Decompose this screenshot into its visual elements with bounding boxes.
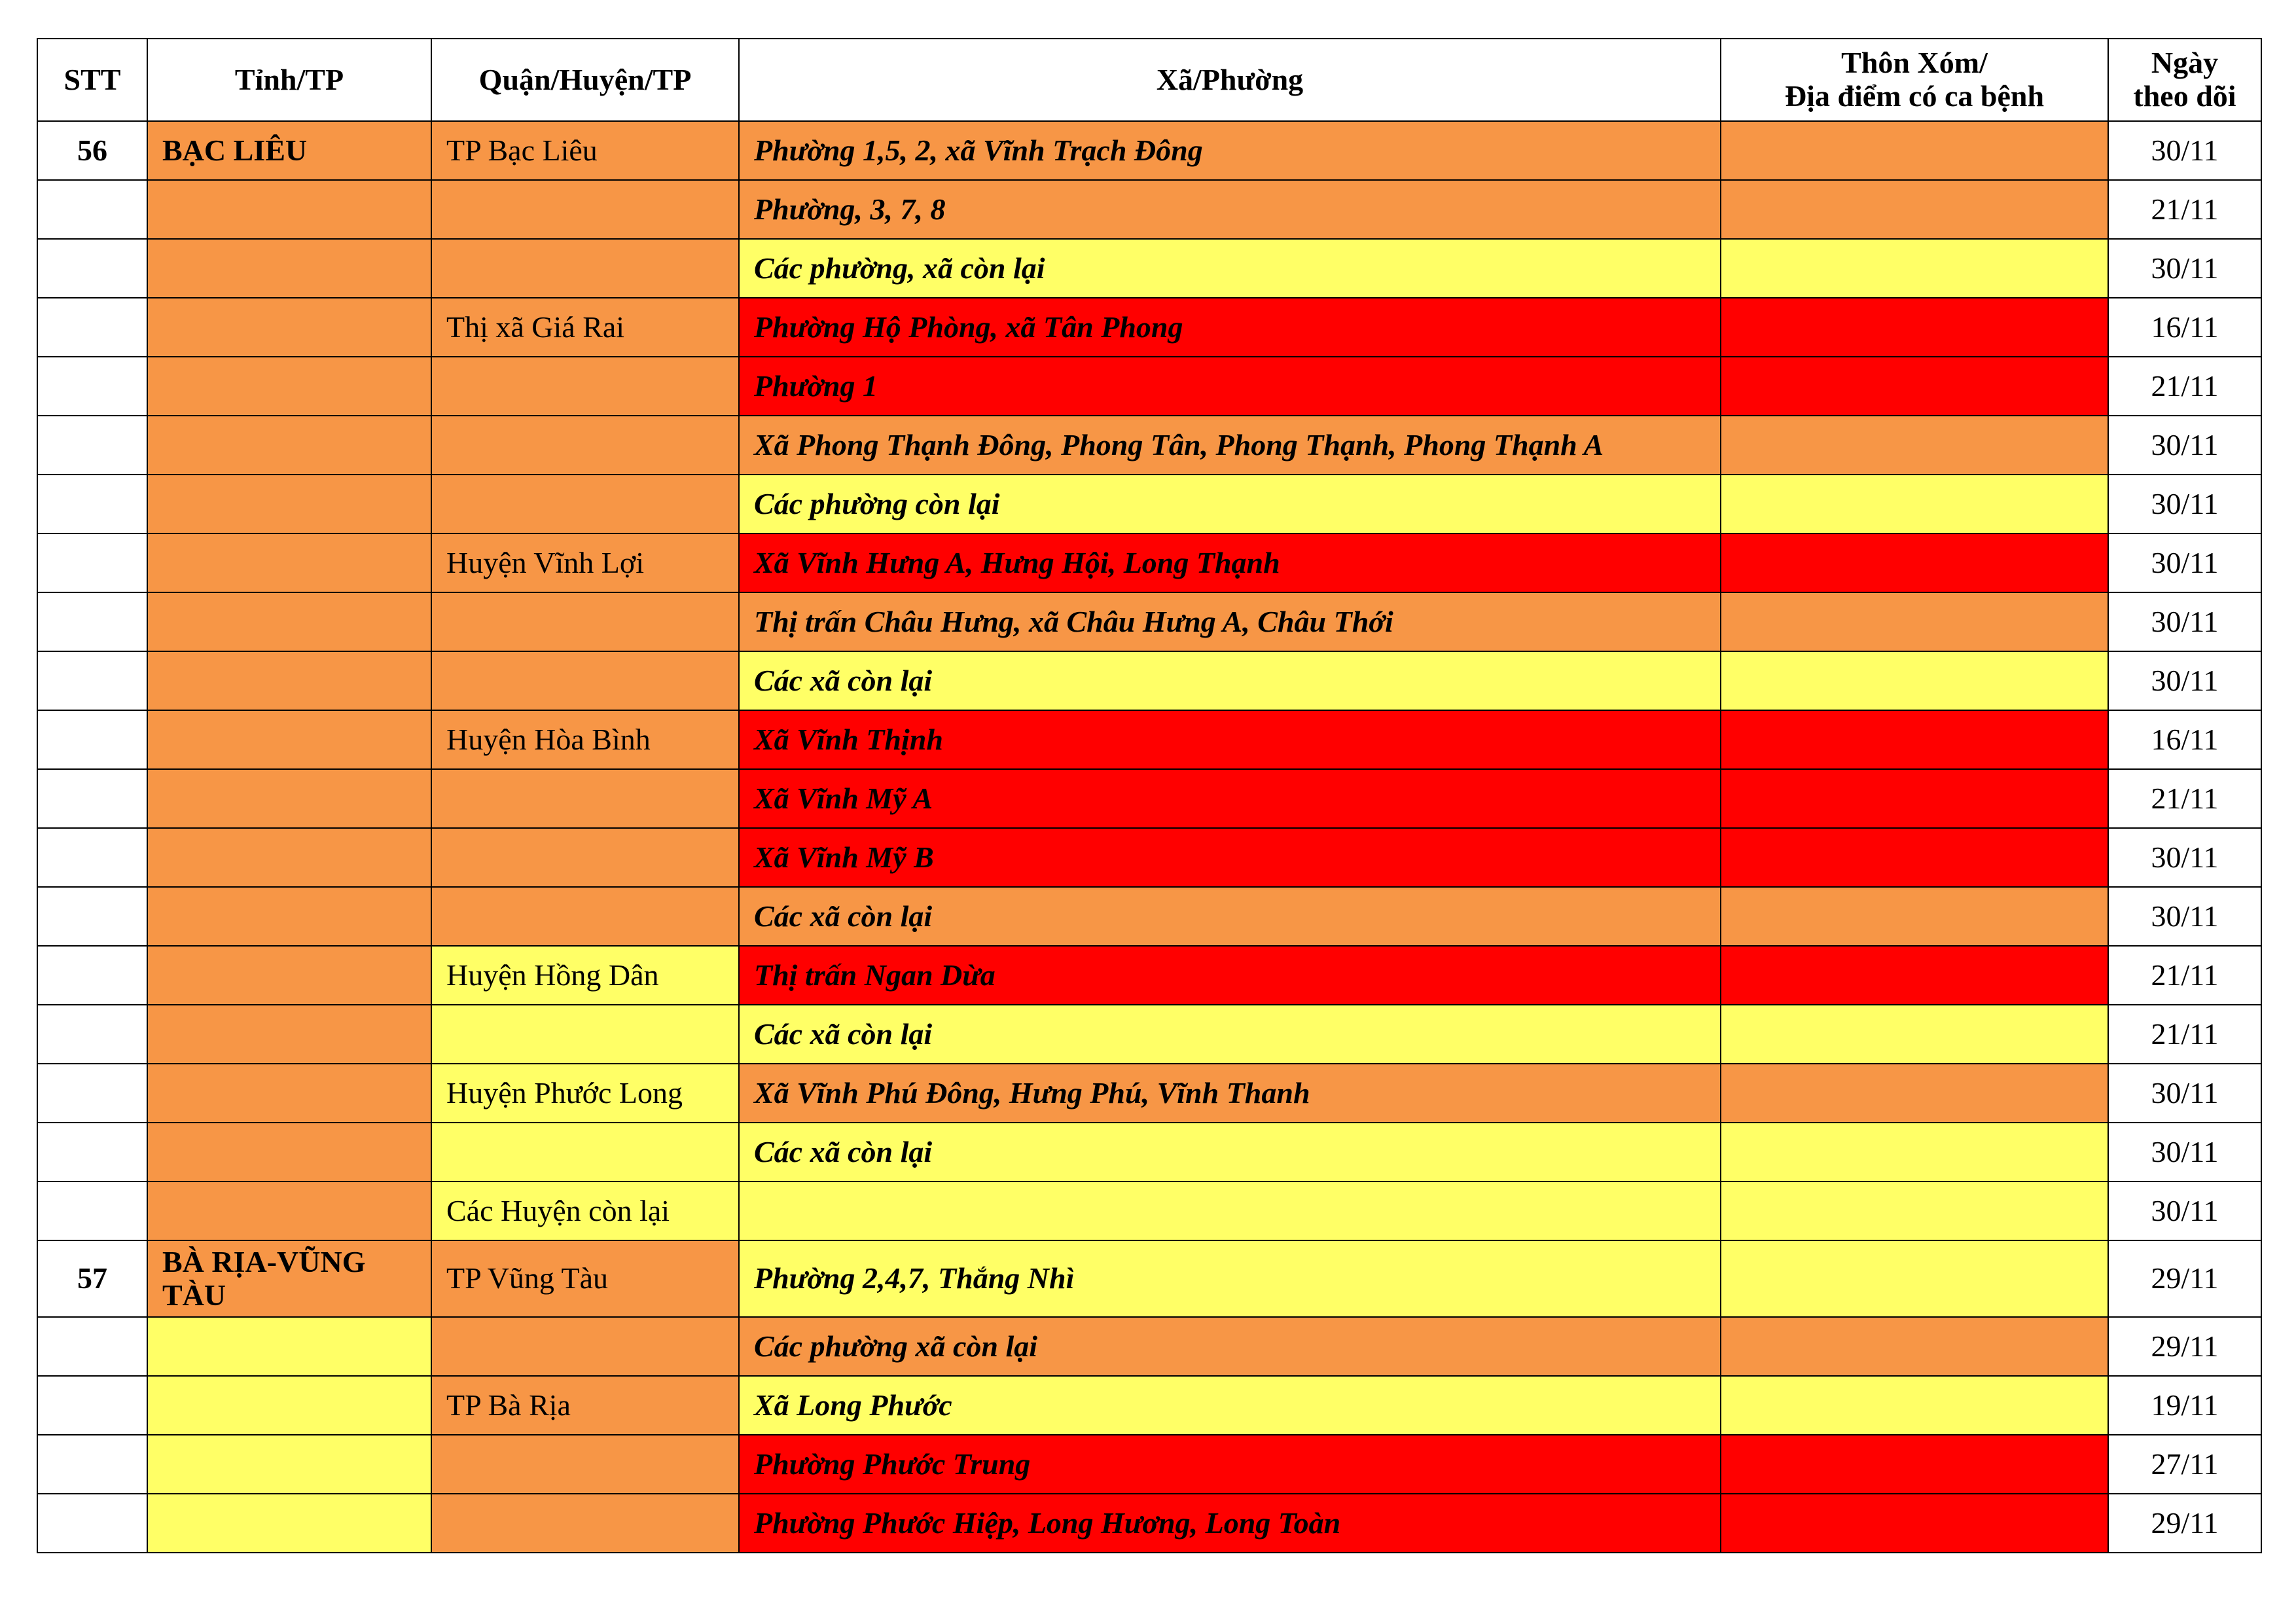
province-cell (147, 1494, 431, 1553)
date-cell: 21/11 (2108, 357, 2261, 416)
hamlet-cell (1721, 828, 2108, 887)
ward-cell: Phường 1,5, 2, xã Vĩnh Trạch Đông (739, 121, 1721, 180)
province-cell (147, 180, 431, 239)
stt-cell: 56 (37, 121, 147, 180)
ward-cell: Thị trấn Châu Hưng, xã Châu Hưng A, Châu Thới (739, 592, 1721, 651)
ward-cell: Xã Phong Thạnh Đông, Phong Tân, Phong Thạnh, Phong Thạnh A (739, 416, 1721, 475)
hamlet-cell (1721, 416, 2108, 475)
ward-cell: Phường 1 (739, 357, 1721, 416)
date-cell: 21/11 (2108, 1005, 2261, 1064)
district-cell: Huyện Hòa Bình (431, 710, 739, 769)
district-cell: TP Bạc Liêu (431, 121, 739, 180)
ward-cell: Xã Long Phước (739, 1376, 1721, 1435)
hamlet-cell (1721, 1064, 2108, 1123)
hamlet-cell (1721, 475, 2108, 533)
header-hamlet-line1: Thôn Xóm/ (1841, 46, 1988, 80)
hamlet-cell (1721, 239, 2108, 298)
province-cell (147, 239, 431, 298)
stt-cell (37, 592, 147, 651)
date-cell: 30/11 (2108, 1064, 2261, 1123)
ward-cell (739, 1182, 1721, 1240)
table-body (37, 121, 2261, 1553)
stt-cell (37, 1494, 147, 1553)
district-cell (431, 1123, 739, 1182)
district-cell (431, 592, 739, 651)
hamlet-cell (1721, 1240, 2108, 1317)
date-cell: 29/11 (2108, 1494, 2261, 1553)
table-row (37, 1123, 2261, 1182)
header-district: Quận/Huyện/TP (431, 39, 739, 121)
hamlet-cell (1721, 180, 2108, 239)
table-row (37, 887, 2261, 946)
province-cell (147, 298, 431, 357)
table-row (37, 475, 2261, 533)
hamlet-cell (1721, 1494, 2108, 1553)
province-cell (147, 1376, 431, 1435)
date-cell: 30/11 (2108, 416, 2261, 475)
table-row (37, 592, 2261, 651)
stt-cell (37, 239, 147, 298)
province-cell (147, 887, 431, 946)
date-cell: 30/11 (2108, 121, 2261, 180)
table-row (37, 710, 2261, 769)
stt-cell (37, 887, 147, 946)
date-cell: 29/11 (2108, 1240, 2261, 1317)
date-cell: 30/11 (2108, 1182, 2261, 1240)
hamlet-cell (1721, 121, 2108, 180)
stt-cell (37, 1376, 147, 1435)
stt-cell (37, 769, 147, 828)
district-cell: Thị xã Giá Rai (431, 298, 739, 357)
district-cell (431, 239, 739, 298)
province-cell (147, 1317, 431, 1376)
date-cell: 21/11 (2108, 769, 2261, 828)
date-cell: 30/11 (2108, 651, 2261, 710)
ward-cell: Các phường xã còn lại (739, 1317, 1721, 1376)
province-cell (147, 1064, 431, 1123)
stt-cell (37, 710, 147, 769)
province-cell (147, 769, 431, 828)
table-row (37, 416, 2261, 475)
hamlet-cell (1721, 1005, 2108, 1064)
stt-cell (37, 1182, 147, 1240)
table-row (37, 651, 2261, 710)
province-cell: BÀ RỊA-VŨNG TÀU (147, 1240, 431, 1317)
header-date-line2: theo dõi (2133, 79, 2236, 113)
stt-cell (37, 1064, 147, 1123)
district-cell (431, 887, 739, 946)
ward-cell: Các xã còn lại (739, 1005, 1721, 1064)
ward-cell: Xã Vĩnh Mỹ B (739, 828, 1721, 887)
table-row (37, 533, 2261, 592)
stt-cell (37, 475, 147, 533)
table-row (37, 357, 2261, 416)
date-cell: 30/11 (2108, 475, 2261, 533)
province-cell (147, 946, 431, 1005)
stt-cell (37, 651, 147, 710)
table-row (37, 1240, 2261, 1317)
table-row (37, 1005, 2261, 1064)
hamlet-cell (1721, 769, 2108, 828)
stt-cell (37, 946, 147, 1005)
ward-cell: Phường Phước Hiệp, Long Hương, Long Toàn (739, 1494, 1721, 1553)
stt-cell (37, 180, 147, 239)
district-cell (431, 1494, 739, 1553)
table-row (37, 1435, 2261, 1494)
district-cell (431, 1435, 739, 1494)
district-cell (431, 828, 739, 887)
province-cell (147, 1123, 431, 1182)
header-ward: Xã/Phường (739, 39, 1721, 121)
header-row (37, 39, 2261, 121)
province-cell (147, 651, 431, 710)
stt-cell (37, 1317, 147, 1376)
header-date (2108, 39, 2261, 121)
district-cell: TP Bà Rịa (431, 1376, 739, 1435)
table-row (37, 769, 2261, 828)
stt-cell (37, 357, 147, 416)
stt-cell (37, 1435, 147, 1494)
district-cell (431, 475, 739, 533)
date-cell: 30/11 (2108, 887, 2261, 946)
district-cell: Các Huyện còn lại (431, 1182, 739, 1240)
ward-cell: Phường Phước Trung (739, 1435, 1721, 1494)
hamlet-cell (1721, 710, 2108, 769)
province-cell: BẠC LIÊU (147, 121, 431, 180)
province-cell (147, 475, 431, 533)
stt-cell: 57 (37, 1240, 147, 1317)
table-row (37, 1376, 2261, 1435)
date-cell: 21/11 (2108, 180, 2261, 239)
hamlet-cell (1721, 592, 2108, 651)
hamlet-cell (1721, 298, 2108, 357)
date-cell: 21/11 (2108, 946, 2261, 1005)
ward-cell: Các phường còn lại (739, 475, 1721, 533)
hamlet-cell (1721, 533, 2108, 592)
district-cell (431, 416, 739, 475)
date-cell: 30/11 (2108, 533, 2261, 592)
table-row (37, 298, 2261, 357)
header-stt: STT (37, 39, 147, 121)
district-cell (431, 1005, 739, 1064)
header-hamlet-line2: Địa điểm có ca bệnh (1784, 79, 2045, 113)
ward-cell: Các xã còn lại (739, 1123, 1721, 1182)
header-province: Tỉnh/TP (147, 39, 431, 121)
hamlet-cell (1721, 1376, 2108, 1435)
date-cell: 30/11 (2108, 1123, 2261, 1182)
stt-cell (37, 533, 147, 592)
table-row (37, 1494, 2261, 1553)
district-cell: Huyện Vĩnh Lợi (431, 533, 739, 592)
ward-cell: Thị trấn Ngan Dừa (739, 946, 1721, 1005)
table-row (37, 121, 2261, 180)
district-cell: Huyện Hồng Dân (431, 946, 739, 1005)
hamlet-cell (1721, 1435, 2108, 1494)
date-cell: 27/11 (2108, 1435, 2261, 1494)
district-cell: Huyện Phước Long (431, 1064, 739, 1123)
province-cell (147, 1435, 431, 1494)
ward-cell: Xã Vĩnh Hưng A, Hưng Hội, Long Thạnh (739, 533, 1721, 592)
hamlet-cell (1721, 1182, 2108, 1240)
date-cell: 29/11 (2108, 1317, 2261, 1376)
ward-cell: Xã Vĩnh Thịnh (739, 710, 1721, 769)
province-cell (147, 1182, 431, 1240)
ward-cell: Xã Vĩnh Phú Đông, Hưng Phú, Vĩnh Thanh (739, 1064, 1721, 1123)
hamlet-cell (1721, 1123, 2108, 1182)
table-row (37, 828, 2261, 887)
table-row (37, 946, 2261, 1005)
province-cell (147, 1005, 431, 1064)
date-cell: 16/11 (2108, 298, 2261, 357)
date-cell: 16/11 (2108, 710, 2261, 769)
province-cell (147, 828, 431, 887)
hamlet-cell (1721, 357, 2108, 416)
table-row (37, 1064, 2261, 1123)
province-cell (147, 592, 431, 651)
stt-cell (37, 298, 147, 357)
hamlet-cell (1721, 1317, 2108, 1376)
ward-cell: Xã Vĩnh Mỹ A (739, 769, 1721, 828)
district-cell (431, 769, 739, 828)
district-cell (431, 357, 739, 416)
district-cell: TP Vũng Tàu (431, 1240, 739, 1317)
header-hamlet (1721, 39, 2108, 121)
table-row (37, 1317, 2261, 1376)
date-cell: 30/11 (2108, 592, 2261, 651)
covid-zone-table (37, 38, 2262, 1553)
table-row (37, 239, 2261, 298)
district-cell (431, 651, 739, 710)
stt-cell (37, 416, 147, 475)
stt-cell (37, 828, 147, 887)
ward-cell: Các xã còn lại (739, 651, 1721, 710)
stt-cell (37, 1123, 147, 1182)
date-cell: 19/11 (2108, 1376, 2261, 1435)
district-cell (431, 180, 739, 239)
stt-cell (37, 1005, 147, 1064)
ward-cell: Các phường, xã còn lại (739, 239, 1721, 298)
hamlet-cell (1721, 946, 2108, 1005)
date-cell: 30/11 (2108, 239, 2261, 298)
province-cell (147, 710, 431, 769)
hamlet-cell (1721, 651, 2108, 710)
province-cell (147, 357, 431, 416)
table-row (37, 180, 2261, 239)
hamlet-cell (1721, 887, 2108, 946)
table-row (37, 1182, 2261, 1240)
province-cell (147, 533, 431, 592)
ward-cell: Phường Hộ Phòng, xã Tân Phong (739, 298, 1721, 357)
header-date-line1: Ngày (2151, 46, 2219, 80)
province-cell (147, 416, 431, 475)
district-cell (431, 1317, 739, 1376)
ward-cell: Các xã còn lại (739, 887, 1721, 946)
ward-cell: Phường, 3, 7, 8 (739, 180, 1721, 239)
ward-cell: Phường 2,4,7, Thắng Nhì (739, 1240, 1721, 1317)
date-cell: 30/11 (2108, 828, 2261, 887)
